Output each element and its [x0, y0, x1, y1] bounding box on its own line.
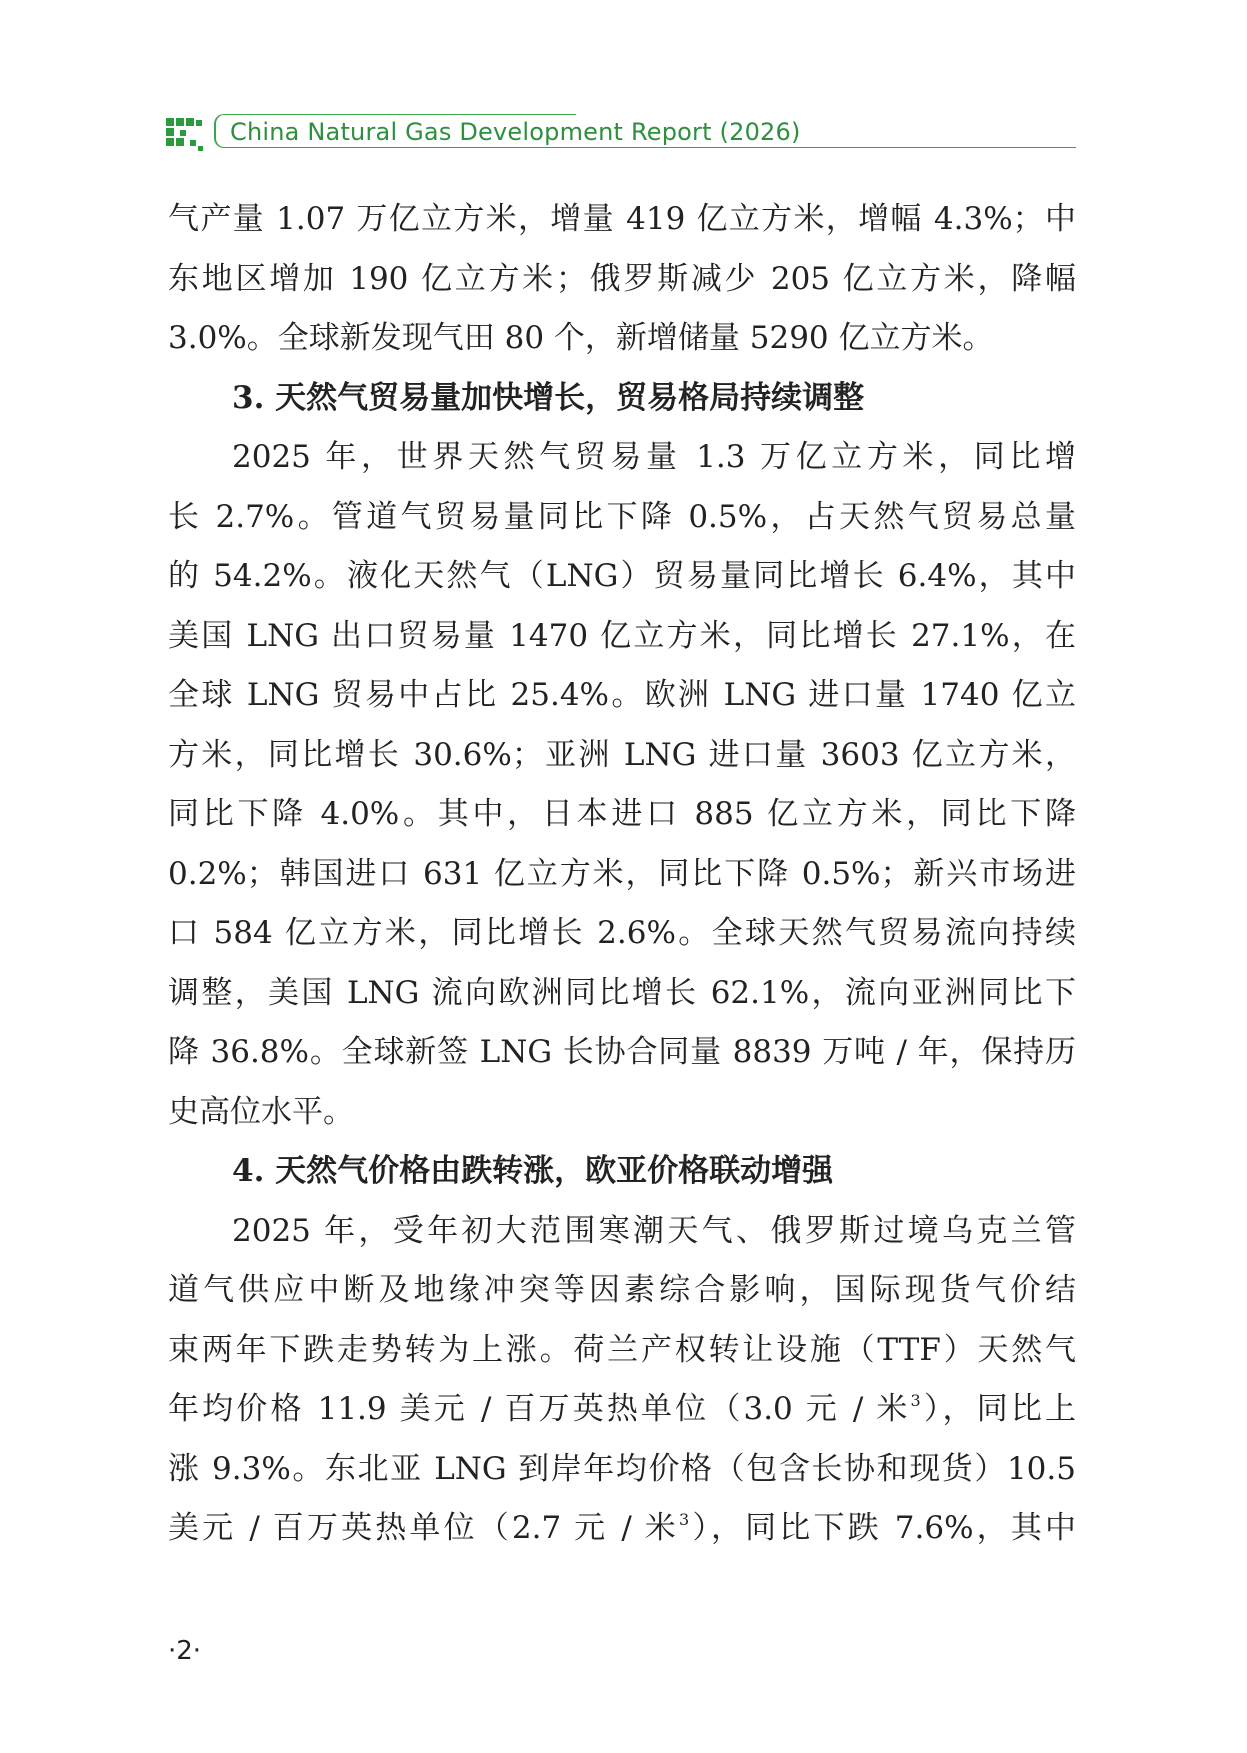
- superscript-3: 3: [910, 1391, 921, 1410]
- section-heading-3: 3. 天然气贸易量加快增长，贸易格局持续调整: [232, 379, 865, 416]
- paragraph-line: 0.2%；韩国进口 631 亿立方米，同比下降 0.5%；新兴市场进: [168, 855, 1076, 892]
- paragraph-line: 同比下降 4.0%。其中，日本进口 885 亿立方米，同比下降: [168, 796, 1076, 832]
- paragraph-line: 方米，同比增长 30.6%；亚洲 LNG 进口量 3603 亿立方米，: [168, 736, 1076, 773]
- paragraph-line: 东地区增加 190 亿立方米；俄罗斯减少 205 亿立方米，降幅: [168, 260, 1076, 297]
- section-heading-4: 4. 天然气价格由跌转涨，欧亚价格联动增强: [232, 1153, 834, 1189]
- paragraph-line: 涨 9.3%。东北亚 LNG 到岸年均价格（包含长协和现货）10.5: [168, 1450, 1076, 1487]
- paragraph-line: 口 584 亿立方米，同比增长 2.6%。全球天然气贸易流向持续: [168, 915, 1076, 951]
- paragraph-line: 长 2.7%。管道气贸易量同比下降 0.5%，占天然气贸易总量: [168, 498, 1076, 535]
- line-text: 美元 / 百万英热单位（2.7 元 / 米: [168, 1510, 679, 1546]
- running-header-title: China Natural Gas Development Report (2026): [230, 118, 801, 146]
- line-text: 年均价格 11.9 美元 / 百万英热单位（3.0 元 / 米: [168, 1391, 911, 1427]
- paragraph-line: [168, 1499, 1076, 1559]
- paragraph-line: 气产量 1.07 万亿立方米，增量 419 亿立方米，增幅 4.3%；中: [168, 201, 1076, 237]
- line-text: ），同比上: [920, 1391, 1076, 1427]
- report-logo-icon: [166, 118, 206, 154]
- paragraph-line: 2025 年，世界天然气贸易量 1.3 万亿立方米，同比增: [232, 439, 1076, 475]
- paragraph-line: 调整，美国 LNG 流向欧洲同比增长 62.1%，流向亚洲同比下: [168, 974, 1076, 1011]
- paragraph-line: 3.0%。全球新发现气田 80 个，新增储量 5290 亿立方米。: [168, 320, 994, 356]
- paragraph-line: 道气供应中断及地缘冲突等因素综合影响，国际现货气价结: [168, 1272, 1076, 1308]
- body-text: [168, 190, 1076, 1559]
- paragraph-line: 的 54.2%。液化天然气（LNG）贸易量同比增长 6.4%，其中: [168, 558, 1076, 594]
- line-text: ），同比下跌 7.6%，其中: [689, 1510, 1076, 1546]
- paragraph-line: 2025 年，受年初大范围寒潮天气、俄罗斯过境乌克兰管: [232, 1212, 1076, 1249]
- paragraph-line: 降 36.8%。全球新签 LNG 长协合同量 8839 万吨 / 年，保持历: [168, 1034, 1076, 1070]
- superscript-3: 3: [678, 1510, 690, 1529]
- paragraph-line: 全球 LNG 贸易中占比 25.4%。欧洲 LNG 进口量 1740 亿立: [168, 677, 1076, 713]
- paragraph-line: 美国 LNG 出口贸易量 1470 亿立方米，同比增长 27.1%，在: [168, 617, 1076, 654]
- paragraph-line: [168, 1380, 1076, 1440]
- paragraph-line: 史高位水平。: [168, 1093, 354, 1130]
- page-header: [166, 110, 1076, 154]
- paragraph-line: 束两年下跌走势转为上涨。荷兰产权转让设施（TTF）天然气: [168, 1331, 1076, 1368]
- page-number: ·2·: [168, 1636, 202, 1666]
